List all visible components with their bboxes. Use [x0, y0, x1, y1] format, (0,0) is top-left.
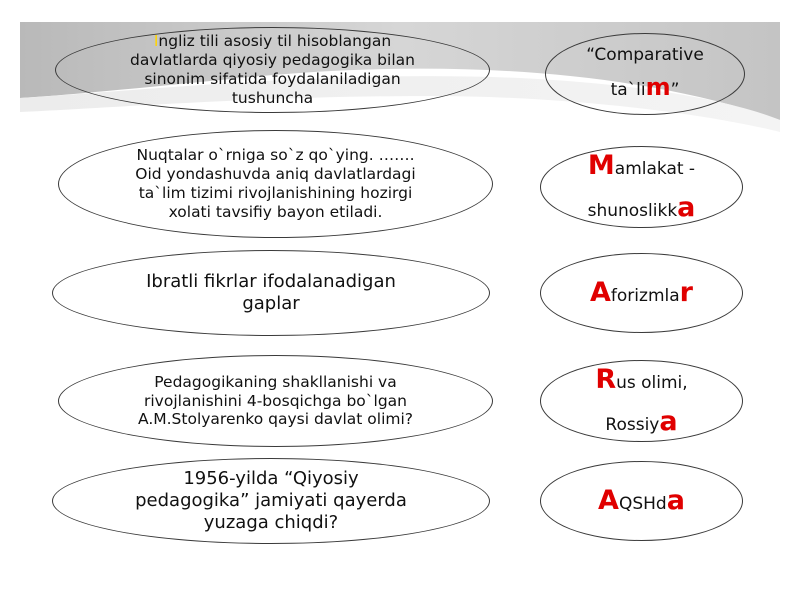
answer-text-1: “Comparative ta`lim” [586, 45, 704, 101]
question-text-5: 1956-yilda “Qiyosiy pedagogika” jamiyati qayerda yuzaga chiqdi? [135, 468, 407, 533]
answer-text-2: Mamlakat - shunoslikka [587, 150, 696, 223]
question-text-3: Ibratli fikrlar ifodalanadigan gaplar [146, 271, 396, 314]
question-text-4: Pedagogikaning shakllanishi va rivojlanishini 4-bosqichga bo`lgan A.M.Stolyarenko qaysi davlat olimi? [137, 372, 414, 429]
answer-text-3: Aforizmlar [590, 277, 693, 309]
question-oval-3 [52, 250, 490, 336]
question-initial-1: I [153, 32, 159, 51]
answer-text-4: Rus olimi, Rossiya [595, 364, 688, 437]
answer-oval-4 [540, 360, 743, 442]
answer-oval-5 [540, 461, 743, 541]
question-oval-5 [52, 458, 490, 544]
answer-oval-3 [540, 253, 743, 333]
answer-text-5: AQSHda [598, 485, 685, 517]
answer-oval-1 [545, 33, 745, 115]
question-text-2: Nuqtalar o`rniga so`z qo`ying. ……. Oid yondashuvda aniq davlatlardagi ta`lim tizimi rivojlanishining hozirgi xolati tavsifiy bayon etiladi. [135, 146, 416, 221]
question-oval-2 [58, 130, 493, 238]
answer-oval-2 [540, 146, 743, 228]
question-oval-4 [58, 355, 493, 447]
question-text-1: Ingliz tili asosiy til hisoblangan davlatlarda qiyosiy pedagogika bilan sinonim sifatida foydalaniladigan tushuncha [130, 32, 415, 107]
question-oval-1 [55, 27, 490, 113]
